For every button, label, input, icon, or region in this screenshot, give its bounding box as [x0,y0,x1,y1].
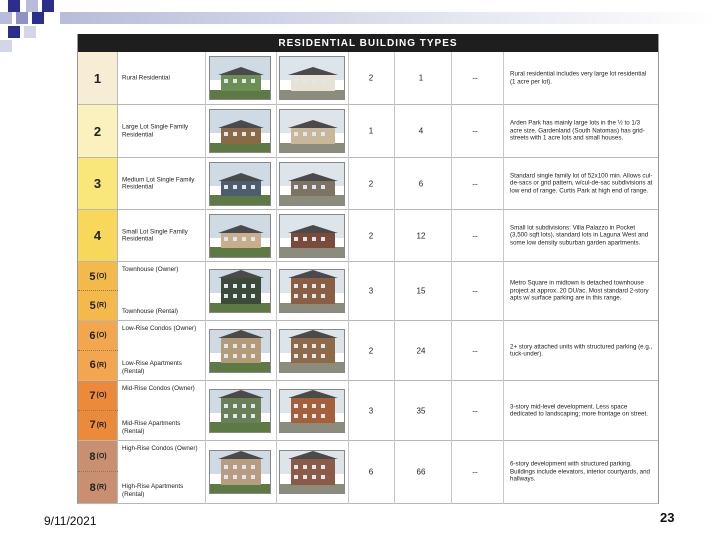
building-type-description: Small lot subdivisions: Villa Palazzo in Pocket (3,500 sqft lots), standard lots in Laguna West and some low density suburban garden apartments. [510,224,649,247]
density-value: 15 [416,286,426,296]
type-number-cell: 2 [78,105,118,157]
type-number-cell: 1 [78,52,118,104]
type-number-cell: 3 [78,158,118,209]
building-type-name: Large Lot Single Family Residential [122,123,189,138]
example-building-photo [209,450,271,494]
building-type-description: Standard single family lot of 52x100 min. Allows cul-de-sacs or grid pattern, w/cul-de-sac subdivisions at low end of range. Curtis Park at high end of range. [510,172,653,195]
stories-value: 3 [368,406,374,415]
type-number-owner: 8 (O) [89,450,107,463]
table-row [78,381,658,441]
corner-decoration [0,0,60,60]
building-type-name-owner: High-Rise Condos (Owner) [122,445,198,452]
type-number-owner: 5 (O) [89,270,107,283]
slide-page-number: 23 [660,510,675,525]
column-divider [348,52,349,504]
type-number-cell: 4 [78,210,118,261]
table-row [78,210,658,262]
density-value: 1 [418,73,424,83]
building-type-name-rental: Townhouse (Rental) [122,307,179,315]
building-type-description: Metro Square in midtown is detached townhouse project at approx. 20 DU/ac. Most standard 2-story apts w/ surface parking are in this range. [510,279,649,302]
building-type-description: 6-story development with structured parking. Buildings include elevators, interior courtyards, and hallways. [510,460,650,483]
type-number-rental: 6 (R) [78,350,118,381]
building-type-name-owner: Low-Rise Condos (Owner) [122,325,197,332]
column-divider [451,52,452,504]
column-divider [205,52,206,504]
building-type-name: Rural Residential [122,74,170,82]
type-number-rental: 5 (R) [78,290,118,320]
type-number-rental: 7 (R) [78,410,118,441]
example-building-photo [279,56,345,100]
density-value: 4 [418,126,424,136]
placeholder-dash: -- [472,231,478,240]
example-building-photo [279,329,345,373]
title-bar-decoration [60,12,720,24]
type-number-cell [78,441,118,503]
density-value: 6 [418,179,424,188]
placeholder-dash: -- [472,467,478,477]
example-building-photo [279,450,345,494]
example-building-photo [209,329,271,373]
stories-value: 3 [368,286,374,296]
building-type-name: Medium Lot Single Family Residential [122,176,195,191]
type-number-owner: 7 (O) [89,389,107,402]
example-building-photo [209,214,271,258]
column-divider [276,52,277,504]
example-building-photo [279,269,345,313]
density-value: 24 [416,346,426,355]
placeholder-dash: -- [472,406,478,415]
stories-value: 1 [368,126,374,136]
column-divider [394,52,395,504]
type-number-cell [78,262,118,320]
example-building-photo [279,109,345,153]
placeholder-dash: -- [472,286,478,296]
type-number-cell [78,321,118,380]
table-row [78,262,658,321]
slide-date: 9/11/2021 [44,514,97,528]
column-divider [503,52,504,504]
building-type-name-rental: Mid-Rise Apartments (Rental) [122,420,181,435]
building-type-name-rental: Low-Rise Apartments (Rental) [122,360,182,375]
building-type-name-owner: Mid-Rise Condos (Owner) [122,385,195,392]
building-type-description: 3-story mid-level development. Less space dedicated to landscaping; more frontage on street. [510,402,648,418]
placeholder-dash: -- [472,73,478,83]
example-building-photo [209,56,271,100]
building-type-description: Rural residential includes very large lot residential (1 acre per lot). [510,70,647,85]
density-value: 35 [416,406,426,415]
density-value: 12 [416,231,426,240]
example-building-photo [209,269,271,313]
stories-value: 2 [368,179,374,188]
building-type-name-owner: Townhouse (Owner) [122,266,179,273]
type-number-rental: 8 (R) [78,471,118,503]
type-number-owner: 6 (O) [89,329,107,342]
stories-value: 2 [368,73,374,83]
table-row [78,441,658,504]
building-type-description: Arden Park has mainly large lots in the ½ to 1/3 acre size. Gardenland (South Natomas) has grid-streets with 1 acre lots and small houses. [510,119,645,142]
example-building-photo [279,389,345,433]
placeholder-dash: -- [472,179,478,188]
example-building-photo [209,389,271,433]
type-number-cell [78,381,118,440]
stories-value: 2 [368,346,374,355]
example-building-photo [279,162,345,206]
example-building-photo [209,109,271,153]
table-row [78,52,658,105]
table-row [78,158,658,210]
placeholder-dash: -- [472,126,478,136]
building-type-name: Small Lot Single Family Residential [122,228,188,243]
placeholder-dash: -- [472,346,478,355]
building-type-description: 2+ story attached units with structured parking (e.g., tuck-under). [510,342,653,358]
example-building-photo [279,214,345,258]
stories-value: 2 [368,231,374,240]
density-value: 66 [416,467,426,477]
stories-value: 6 [368,467,374,477]
table-row [78,321,658,381]
building-type-name-rental: High-Rise Apartments (Rental) [122,483,184,498]
example-building-photo [209,162,271,206]
table-row [78,105,658,158]
residential-building-types-table [77,34,659,504]
table-title: RESIDENTIAL BUILDING TYPES [78,34,658,52]
